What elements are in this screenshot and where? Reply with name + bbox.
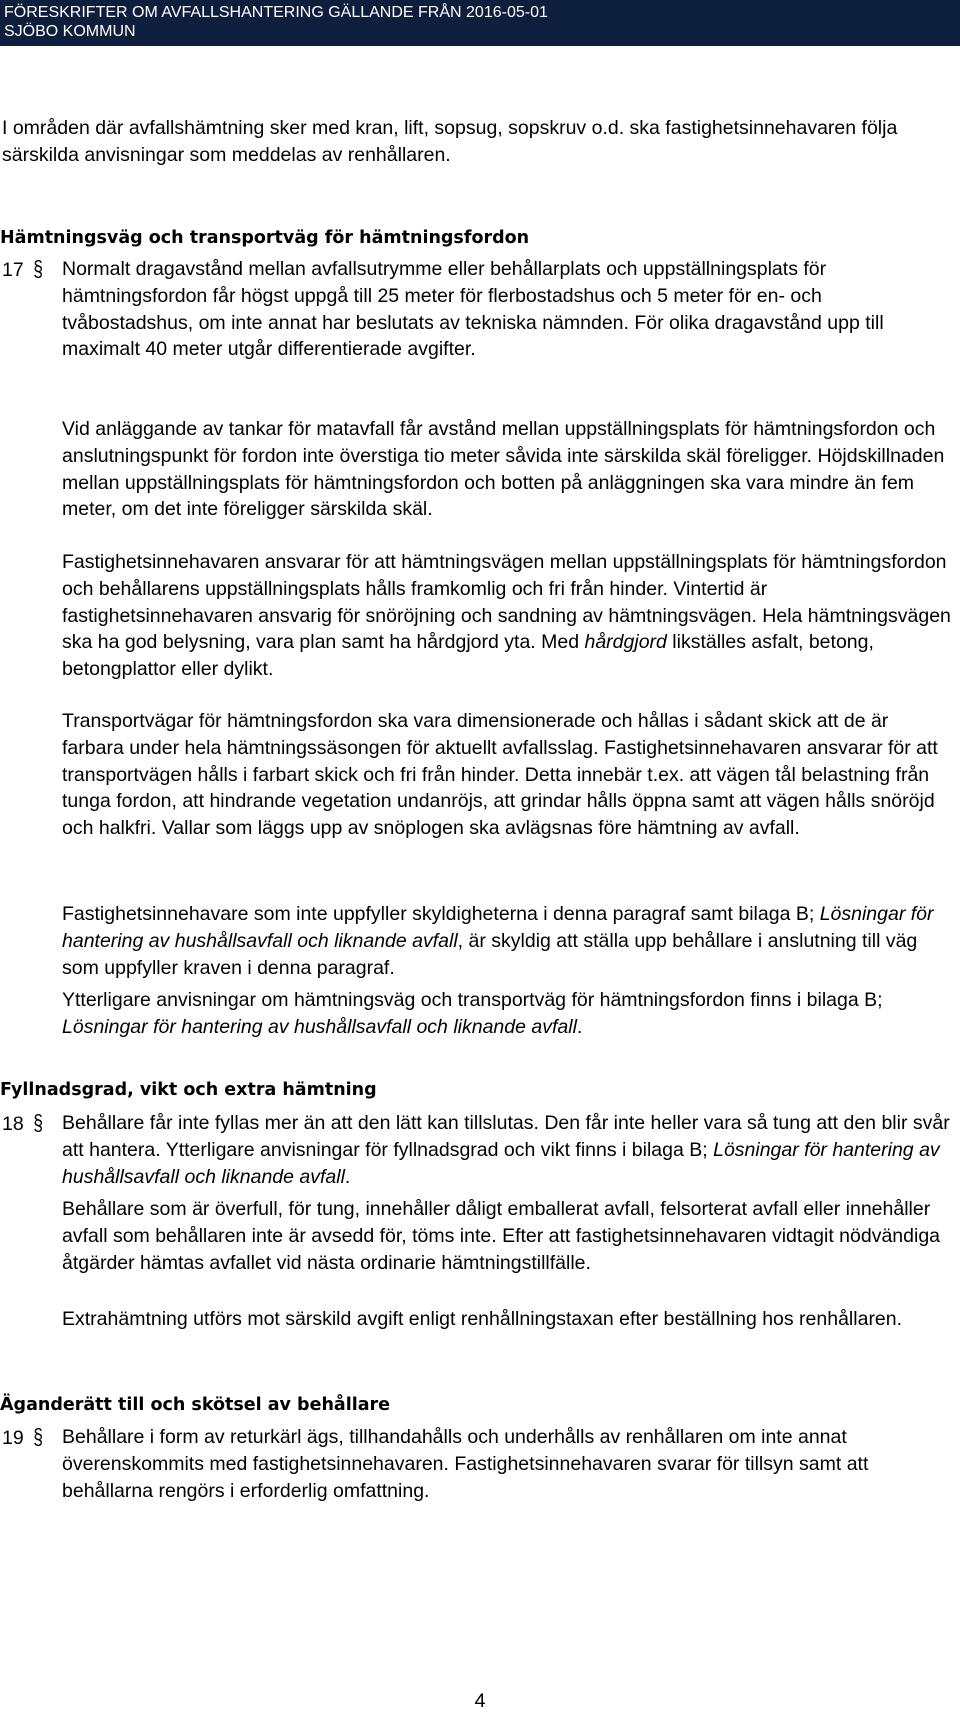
emphasis-bilaga-title: Lösningar för hantering av hushållsavfall och liknande avfall bbox=[62, 1015, 577, 1038]
header-municipality: SJÖBO KOMMUN bbox=[4, 23, 136, 40]
paragraph-number-19: 19 § bbox=[2, 1424, 43, 1449]
paragraph-17-5: Fastighetsinnehavare som inte uppfyller skyldigheterna i denna paragraf samt bilaga B; Lösningar för hantering av hushållsavfall och liknande avfall, är skyldig att ställa upp behållare i anslutning till väg som uppfyller kraven i denna paragraf. bbox=[62, 903, 934, 979]
section-heading-aganderatt: Äganderätt till och skötsel av behållare bbox=[0, 1395, 391, 1415]
paragraph-19-1: Behållare i form av returkärl ägs, tillhandahålls och underhålls av renhållaren om inte annat överenskommits med fastighetsinnehavaren. Fastighetsinnehavaren svarar för tillsyn samt att behållarna rengörs i erforderlig omfattning. bbox=[62, 1426, 869, 1502]
section-sign-icon: § bbox=[32, 1424, 43, 1449]
paragraph-18-2: Behållare som är överfull, för tung, innehåller dåligt emballerat avfall, felsorterat avfall eller innehåller avfall som behållaren inte är avsedd för, töms inte. Efter att fastighetsinnehavaren vidtagit nödvändiga åtgärder hämtas avfallet vid nästa ordinarie hämtningstillfälle. bbox=[62, 1198, 941, 1274]
intro-paragraph: I områden där avfallshämtning sker med kran, lift, sopsug, sopskruv o.d. ska fastighetsinnehavaren följa särskilda anvisningar som meddelas av renhållaren. bbox=[2, 117, 898, 166]
paragraph-18-3: Extrahämtning utförs mot särskild avgift enligt renhållningstaxan efter beställning hos renhållaren. bbox=[62, 1308, 903, 1330]
paragraph-18-1: Behållare får inte fyllas mer än att den lätt kan tillslutas. Den får inte heller vara så tung att den blir svår att hantera. Ytterligare anvisningar för fyllnadsgrad och vikt finns i bilaga B; Lösningar för hantering av hushållsavfall och liknande avfall. bbox=[62, 1112, 950, 1188]
section-heading-hamtningsvag: Hämtningsväg och transportväg för hämtningsfordon bbox=[0, 228, 530, 248]
paragraph-number-18: 18 § bbox=[2, 1110, 43, 1135]
document-header bbox=[0, 0, 960, 46]
section-heading-fyllnadsgrad: Fyllnadsgrad, vikt och extra hämtning bbox=[0, 1080, 377, 1100]
paragraph-17-2: Vid anläggande av tankar för matavfall får avstånd mellan uppställningsplats för hämtningsfordon och anslutningspunkt för fordon inte överstiga tio meter såvida inte särskilda skäl föreligger. Höjdskillnaden mellan uppställningsplats för hämtningsfordon och botten på anläggningen ska vara mindre än fem meter, om det inte föreligger särskilda skäl. bbox=[62, 418, 945, 521]
page-number: 4 bbox=[474, 1690, 486, 1712]
paragraph-number-17: 17 § bbox=[2, 256, 43, 281]
paragraph-17-6: Ytterligare anvisningar om hämtningsväg och transportväg för hämtningsfordon finns i bilaga B; Lösningar för hantering av hushållsavfall och liknande avfall. bbox=[62, 989, 883, 1038]
emphasis-hardgjord: hårdgjord bbox=[584, 631, 667, 654]
section-sign-icon: § bbox=[32, 256, 43, 281]
header-title: FÖRESKRIFTER OM AVFALLSHANTERING GÄLLANDE FRÅN 2016-05-01 bbox=[4, 4, 548, 21]
paragraph-17-3: Fastighetsinnehavaren ansvarar för att hämtningsvägen mellan uppställningsplats för hämtningsfordon och behållarens uppställningsplats hålls framkomlig och fri från hinder. Vintertid är fastighetsinnehavaren ansvarig för snöröjning och sandning av hämtningsvägen. Hela hämtningsvägen ska ha god belysning, vara plan samt ha hårdgjord yta. Med hårdgjord likställes asfalt, betong, betongplattor eller dylikt. bbox=[62, 551, 951, 681]
paragraph-17-1: Normalt dragavstånd mellan avfallsutrymme eller behållarplats och uppställningsplats för hämtningsfordon får högst uppgå till 25 meter för flerbostadshus och 5 meter för en- och tvåbostadshus, om inte annat har beslutats av tekniska nämnden. För olika dragavstånd upp till maximalt 40 meter utgår differentierade avgifter. bbox=[62, 258, 884, 361]
emphasis-bilaga-title: Lösningar för hantering av hushållsavfall och liknande avfall bbox=[62, 1138, 940, 1188]
emphasis-bilaga-title: Lösningar för hantering av hushållsavfall och liknande avfall bbox=[62, 903, 934, 952]
paragraph-17-4: Transportvägar för hämtningsfordon ska vara dimensionerade och hållas i sådant skick att de är farbara under hela hämtningssäsongen för aktuellt avfallsslag. Fastighetsinnehavaren ansvarar för att transportvägen hålls i farbart skick och fri från hinder. Detta innebär t.ex. att vägen tål belastning från tunga fordon, att hindrande vegetation undanröjs, att grindar hålls öppna samt att vägen hålls snöröjd och halkfri. Vallar som läggs upp av snöplogen ska avlägsnas före hämtning av avfall. bbox=[62, 710, 938, 840]
section-sign-icon: § bbox=[32, 1110, 43, 1135]
